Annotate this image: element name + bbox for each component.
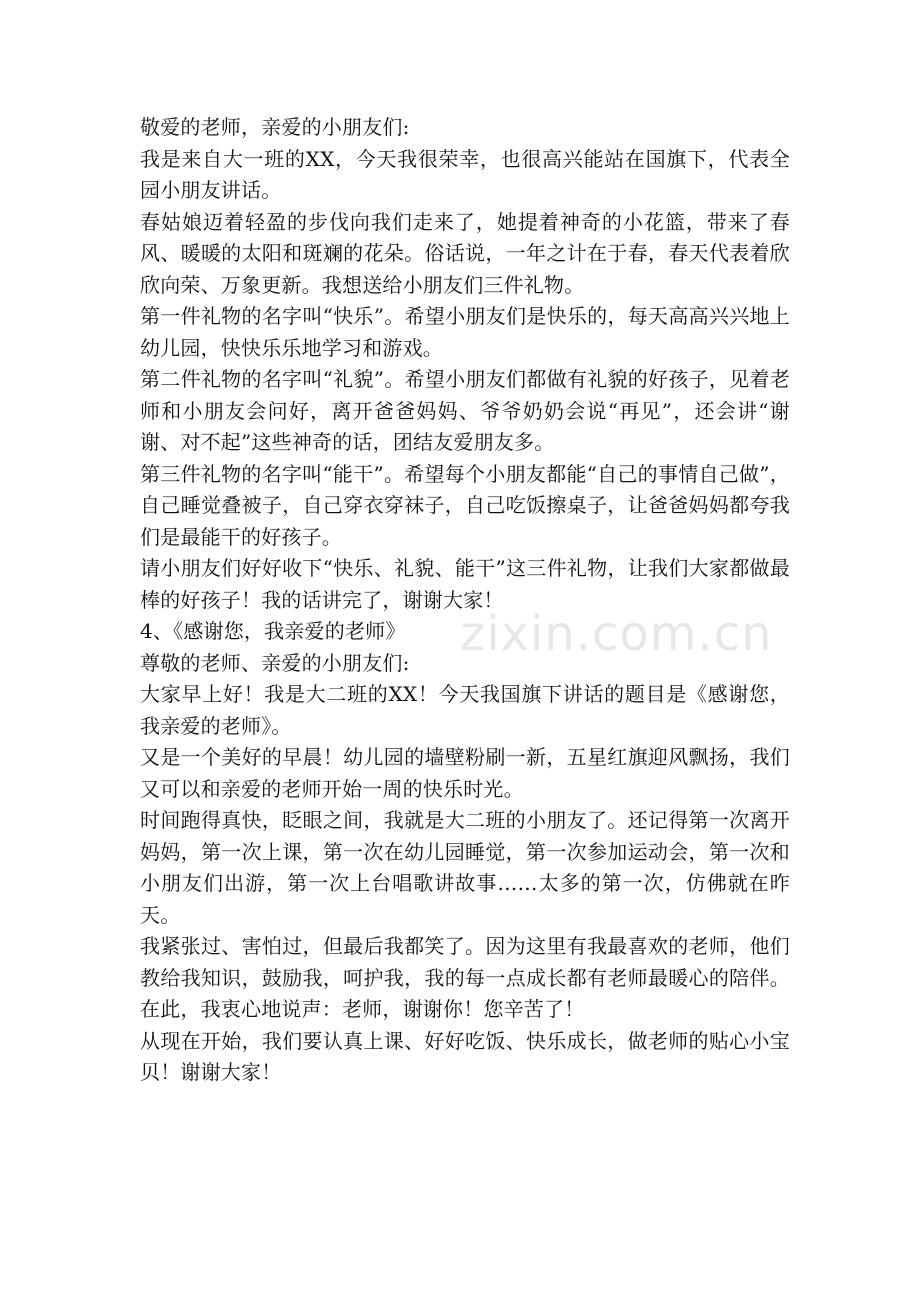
paragraph-gift-capable: 第三件礼物的名字叫“能干”。希望每个小朋友都能“自己的事情自己做”，自己睡觉叠被子，自己穿衣穿袜子，自己吃饭擦桌子，让爸爸妈妈都夸我们是最能干的好孩子。	[140, 461, 790, 549]
paragraph-memories: 时间跑得真快，眨眼之间，我就是大二班的小朋友了。还记得第一次离开妈妈，第一次上课，第一次在幼儿园睡觉，第一次参加运动会，第一次和小朋友们出游，第一次上台唱歌讲故事……太多的第一次，仿佛就在昨天。	[140, 808, 790, 927]
paragraph-closing-2: 从现在开始，我们要认真上课、好好吃饭、快乐成长，做老师的贴心小宝贝！谢谢大家！	[140, 1028, 790, 1084]
document-body	[140, 112, 790, 1089]
paragraph-morning: 又是一个美好的早晨！幼儿园的墙壁粉刷一新，五星红旗迎风飘扬，我们又可以和亲爱的老师开始一周的快乐时光。	[140, 745, 790, 801]
paragraph-spring: 春姑娘迈着轻盈的步伐向我们走来了，她提着神奇的小花篮，带来了春风、暖暖的太阳和斑斓的花朵。俗话说，一年之计在于春，春天代表着欣欣向荣、万象更新。我想送给小朋友们三件礼物。	[140, 209, 790, 297]
watermark: zixin.com.cn	[460, 606, 773, 662]
paragraph-gratitude: 我紧张过、害怕过，但最后我都笑了。因为这里有我最喜欢的老师，他们教给我知识，鼓励我，呵护我，我的每一点成长都有老师最暖心的陪伴。在此，我衷心地说声：老师，谢谢你！您辛苦了！	[140, 934, 790, 1021]
paragraph-greeting-2: 尊敬的老师、亲爱的小朋友们:	[140, 650, 410, 675]
paragraph-intro-1: 我是来自大一班的XX，今天我很荣幸，也很高兴能站在国旗下，代表全园小朋友讲话。	[140, 146, 790, 202]
paragraph-intro-2: 大家早上好！我是大二班的XX！今天我国旗下讲话的题目是《感谢您，我亲爱的老师》。	[140, 682, 790, 738]
paragraph-closing-1: 请小朋友们好好收下“快乐、礼貌、能干”这三件礼物，让我们大家都做最棒的好孩子！我的话讲完了，谢谢大家！	[140, 556, 790, 612]
paragraph-gift-polite: 第二件礼物的名字叫“礼貌”。希望小朋友们都做有礼貌的好孩子，见着老师和小朋友会问好，离开爸爸妈妈、爷爷奶奶会说“再见”，还会讲“谢谢、对不起”这些神奇的话，团结友爱朋友多。	[140, 367, 790, 454]
paragraph-greeting-1: 敬爱的老师，亲爱的小朋友们:	[140, 115, 410, 139]
section-heading: 4、《感谢您，我亲爱的老师》	[140, 619, 406, 643]
paragraph-gift-happy: 第一件礼物的名字叫“快乐”。希望小朋友们是快乐的，每天高高兴兴地上幼儿园，快快乐乐地学习和游戏。	[140, 304, 790, 360]
